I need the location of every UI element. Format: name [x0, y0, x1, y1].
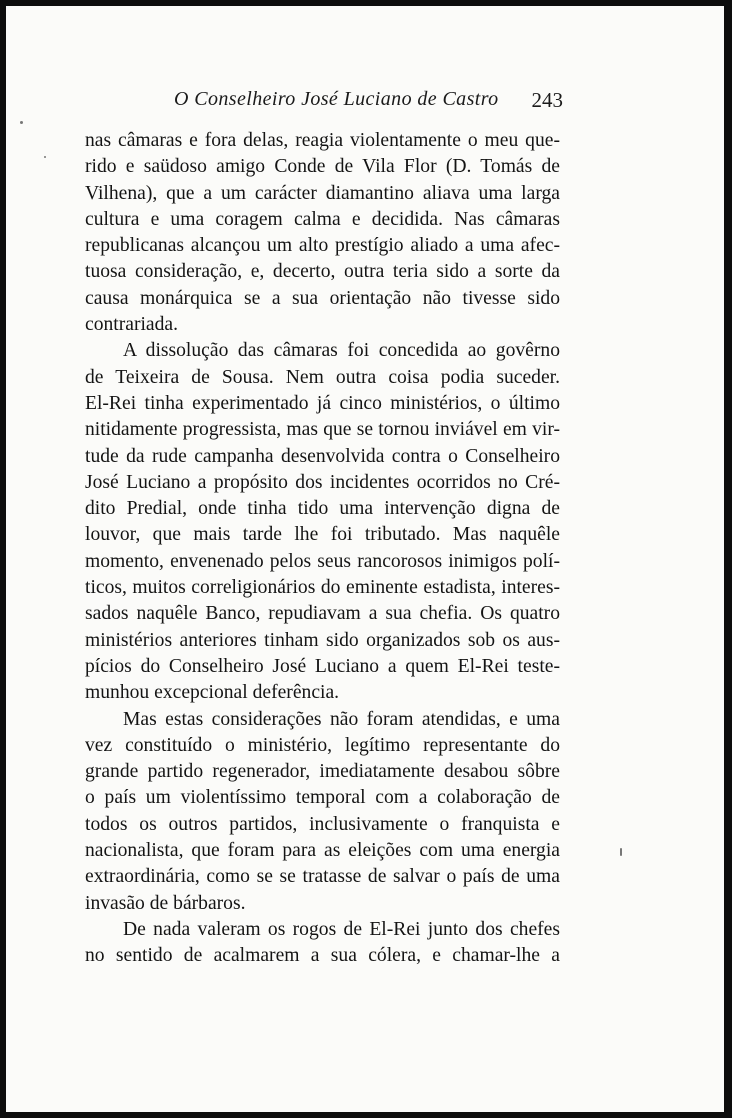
running-header — [86, 88, 566, 118]
text-line: tuosa consideração, e, decerto, outra teria sido a sorte da — [85, 261, 560, 283]
text-line: ministérios anteriores tinham sido organizados sob os aus- — [85, 629, 560, 651]
text-line: munhou excepcional deferência. — [85, 682, 340, 704]
text-line: republicanas alcançou um alto prestígio aliado a uma afec- — [85, 235, 560, 257]
text-line: Mas estas considerações não foram atendidas, e uma — [123, 708, 560, 730]
text-line: causa monárquica se a sua orientação não tivesse sido — [85, 287, 560, 309]
text-line: grande partido regenerador, imediatamente desabou sôbre — [85, 761, 560, 783]
text-line: Vilhena), que a um carácter diamantino aliava uma larga — [85, 182, 560, 204]
text-line: no sentido de acalmarem a sua cólera, e chamar-lhe a — [85, 945, 560, 967]
body-text — [85, 128, 560, 970]
text-line: nacionalista, que foram para as eleições com uma energia — [85, 840, 560, 862]
text-line: El-Rei tinha experimentado já cinco ministérios, o último — [85, 392, 560, 414]
running-title: O Conselheiro José Luciano de Castro — [174, 88, 499, 110]
paper-speck — [20, 121, 23, 124]
text-line: contrariada. — [85, 314, 179, 336]
text-line: pícios do Conselheiro José Luciano a quem El-Rei teste- — [85, 655, 560, 677]
text-line: louvor, que mais tarde lhe foi tributado. Mas naquêle — [85, 524, 560, 546]
text-line: vez constituído o ministério, legítimo representante do — [85, 734, 560, 756]
text-line: de Teixeira de Sousa. Nem outra coisa podia suceder. — [85, 366, 560, 388]
text-line: nitidamente progressista, mas que se tornou inviável em vir- — [85, 419, 560, 441]
text-line: momento, envenenado pelos seus rancorosos inimigos polí- — [85, 550, 560, 572]
paragraph — [85, 338, 560, 706]
text-line: ticos, muitos correligionários do eminente estadista, interes- — [85, 577, 560, 599]
text-line: De nada valeram os rogos de El-Rei junto dos chefes — [123, 918, 560, 940]
page-number: 243 — [531, 88, 563, 112]
text-line: invasão de bárbaros. — [85, 892, 246, 914]
text-line: extraordinária, como se se tratasse de salvar o país de uma — [85, 866, 560, 888]
text-line: A dissolução das câmaras foi concedida ao govêrno — [123, 340, 560, 362]
paragraph — [85, 128, 560, 338]
text-line: todos os outros partidos, inclusivamente o franquista e — [85, 813, 560, 835]
text-line: cultura e uma coragem calma e decidida. Nas câmaras — [85, 208, 560, 230]
paper-speck — [44, 156, 46, 158]
text-line: dito Predial, onde tinha tido uma intervenção digna de — [85, 498, 560, 520]
text-line: tude da rude campanha desenvolvida contra o Conselheiro — [85, 445, 560, 467]
book-page — [6, 6, 724, 1112]
paragraph — [85, 707, 560, 917]
paragraph — [85, 917, 560, 970]
text-line: o país um violentíssimo temporal com a colaboração de — [85, 787, 560, 809]
text-line: rido e saüdoso amigo Conde de Vila Flor (D. Tomás de — [85, 156, 560, 178]
text-line: José Luciano a propósito dos incidentes ocorridos no Cré- — [85, 471, 560, 493]
text-line: nas câmaras e fora delas, reagia violentamente o meu que- — [85, 130, 560, 151]
text-line: sados naquêle Banco, repudiavam a sua chefia. Os quatro — [85, 603, 560, 625]
paper-speck — [620, 848, 622, 856]
